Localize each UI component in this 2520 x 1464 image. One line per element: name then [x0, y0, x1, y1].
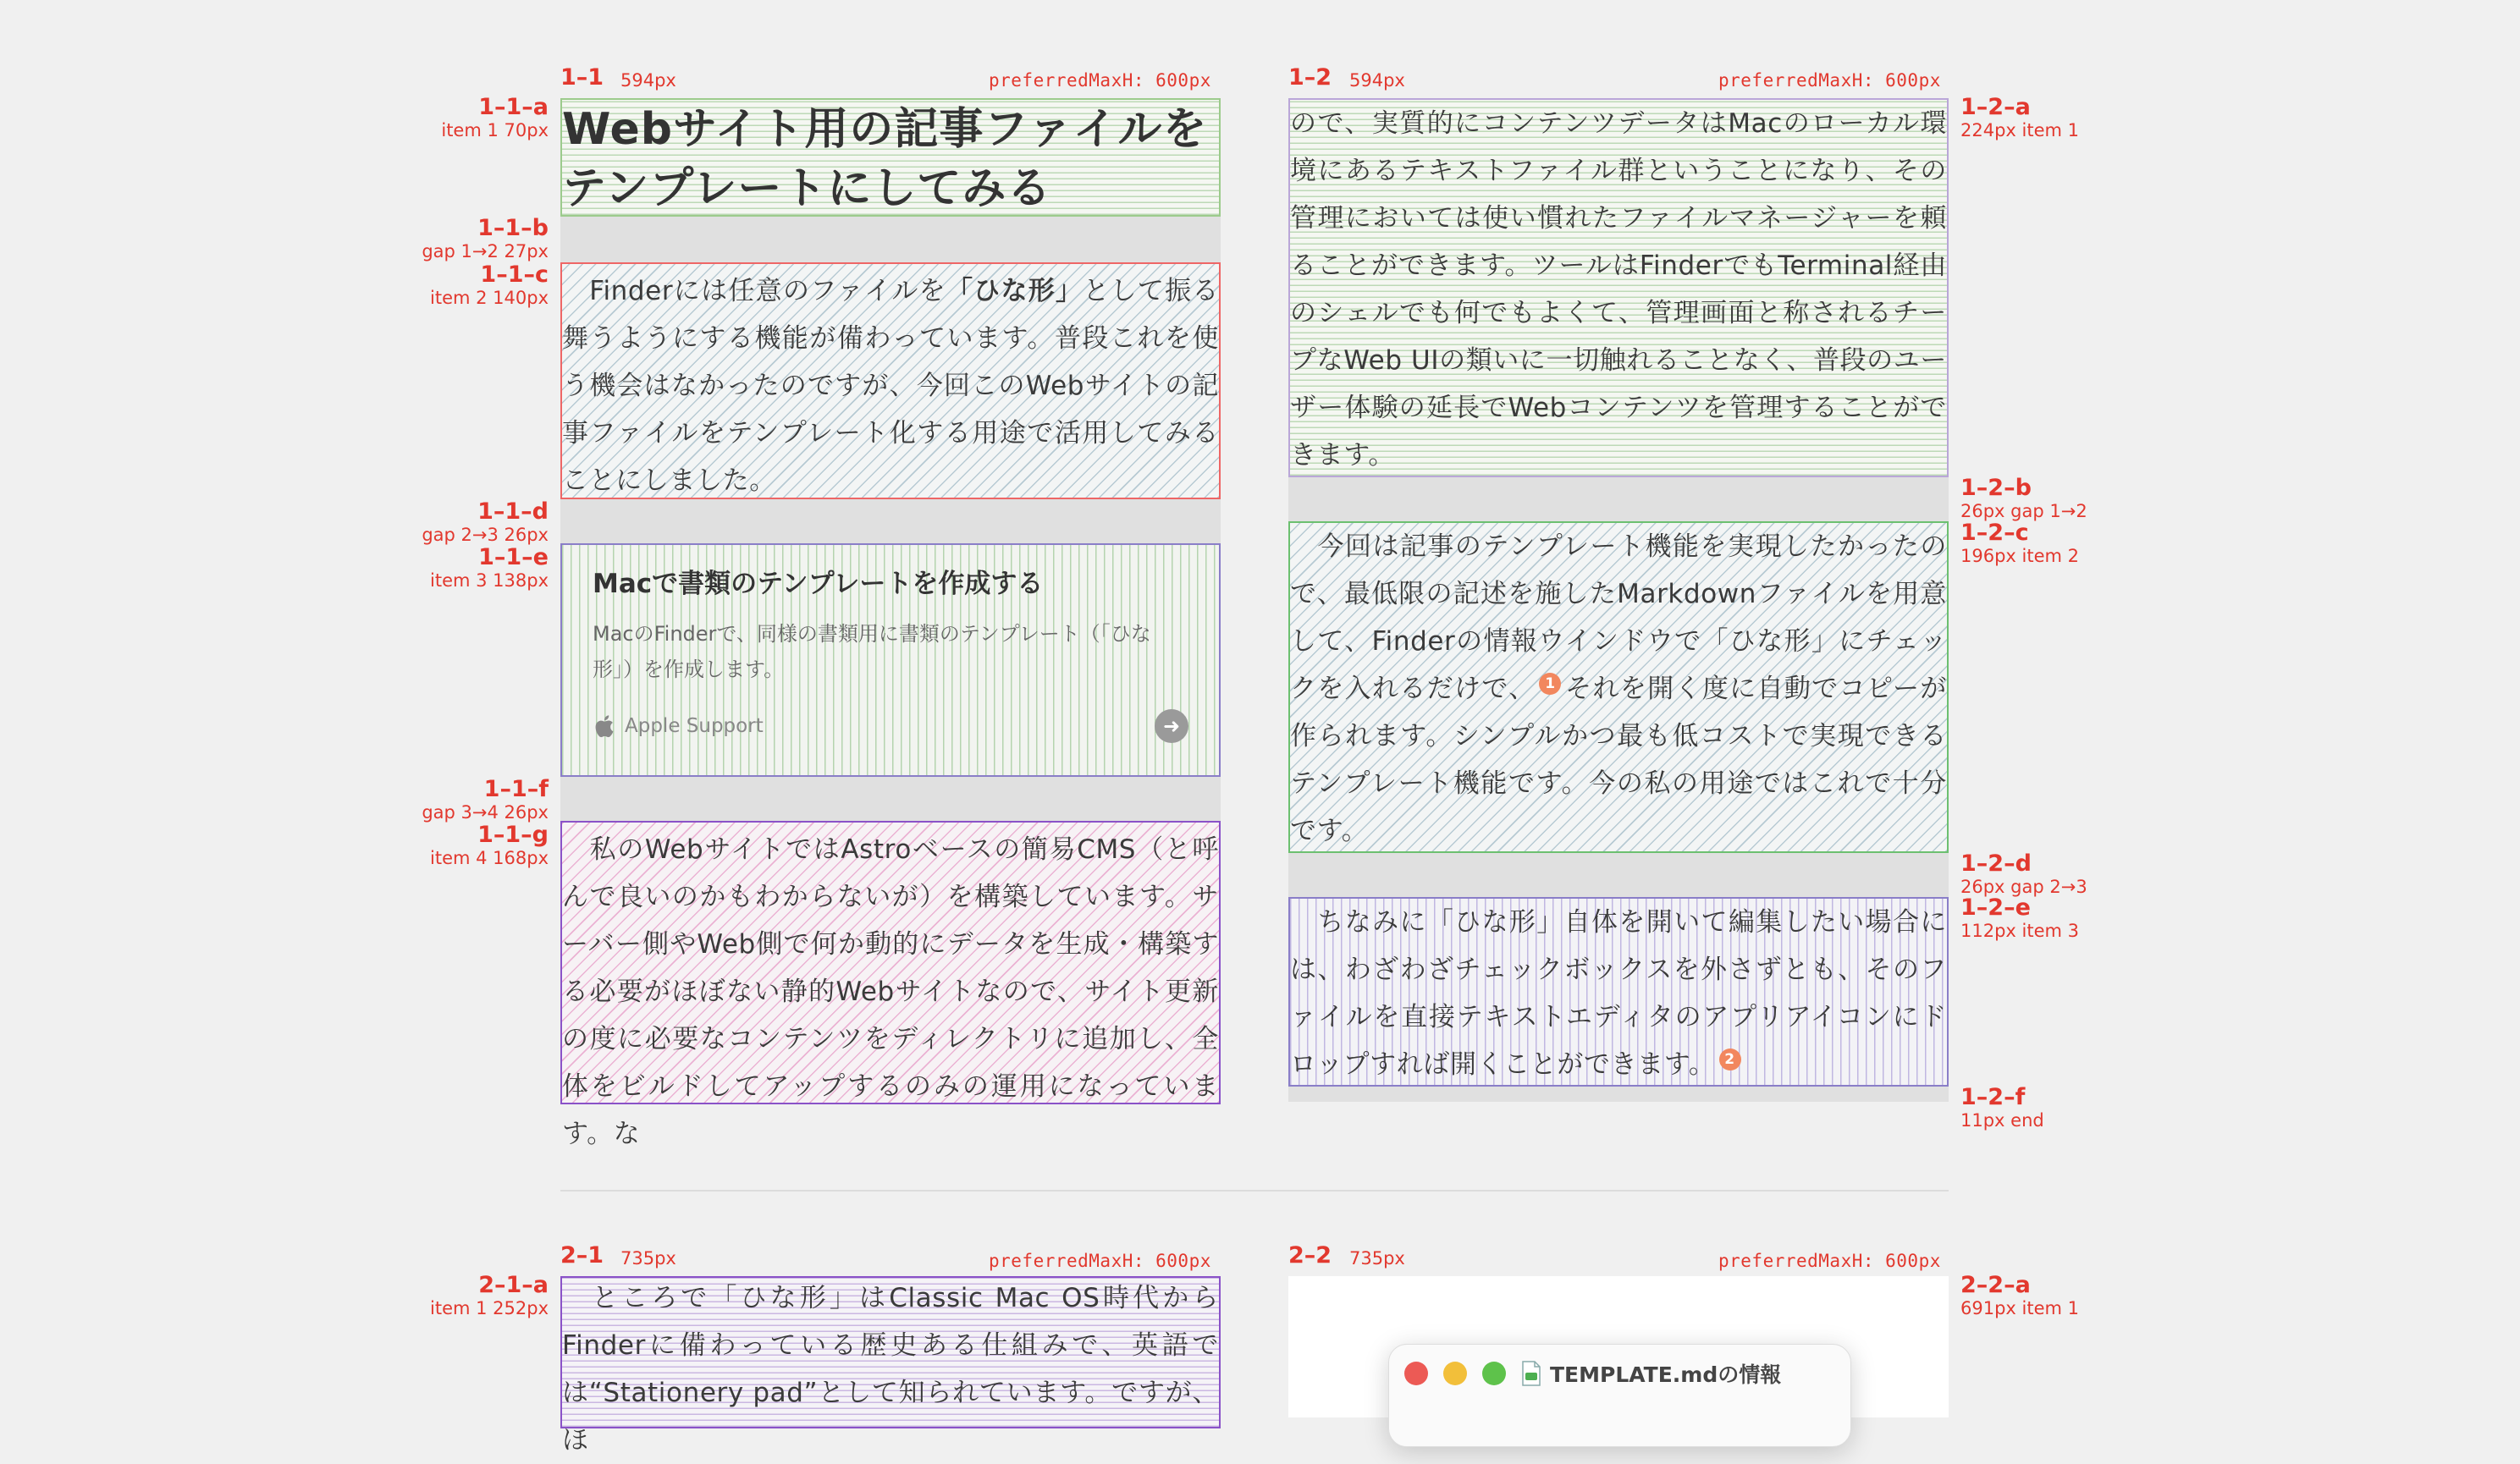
link-card-apple-support[interactable] — [560, 543, 1221, 777]
tag-2-2-a: 2–2–a — [1960, 1272, 2031, 1298]
tag-1-2-c: 1–2–c — [1960, 520, 2029, 546]
column-width-2-1: 735px — [620, 1248, 676, 1269]
tag-2-2-a-sub: 691px item 1 — [1960, 1298, 2079, 1318]
tag-2-1-a-sub: item 1 252px — [430, 1298, 549, 1318]
column-width-2-2: 735px — [1349, 1248, 1405, 1269]
column-label-1-2: 1–2 — [1288, 64, 1332, 91]
item-paragraph-template — [1288, 521, 1949, 853]
item-title — [560, 98, 1221, 217]
footnote-badge-2[interactable]: 2 — [1719, 1048, 1741, 1070]
item-paragraph-1 — [560, 262, 1221, 499]
card-source — [593, 713, 764, 739]
tag-1-1-d: 1–1–d — [477, 498, 549, 525]
column-2-1 — [560, 1276, 1221, 1456]
paragraph-drop: ちなみに「ひな形」自体を開いて編集したい場合には、わざわざチェックボックスを外さずとも、そのファイルを直接テキストエディタのアプリアイコンにドロップすれば開くことができます。 2 — [1290, 907, 1947, 1080]
tag-1-1-f-sub: gap 3→4 26px — [422, 802, 549, 823]
markdown-file-icon — [1521, 1361, 1541, 1386]
arrow-right-icon[interactable]: ➜ — [1155, 709, 1188, 743]
tag-1-2-c-sub: 196px item 2 — [1960, 546, 2079, 566]
paragraph-finder: Finderには任意のファイルを「ひな形」として振る舞うようにする機能が備わっています。普段これを使う機会はなかったのですが、今回このWebサイトの記事ファイルをテンプレート化する用途で活用してみることにしました。 — [562, 276, 1220, 496]
apple-icon — [593, 713, 615, 739]
tag-1-1-c-sub: item 2 140px — [430, 288, 549, 308]
gap-1-2-col2 — [1288, 477, 1949, 521]
item-paragraph-local — [1288, 98, 1949, 477]
card-source-label: Apple Support — [625, 715, 764, 737]
gap-3-4 — [560, 777, 1221, 821]
tag-1-2-e-sub: 112px item 3 — [1960, 921, 2079, 941]
tag-1-1-e: 1–1–e — [478, 544, 549, 570]
tag-1-1-b: 1–1–b — [477, 215, 549, 241]
item-paragraph-2 — [560, 821, 1221, 1149]
tag-1-1-a: 1–1–a — [478, 94, 549, 120]
column-max-2-1: preferredMaxH: 600px — [989, 1251, 1211, 1271]
tag-1-2-e: 1–2–e — [1960, 894, 2031, 921]
tag-1-2-b: 1–2–b — [1960, 475, 2032, 501]
tag-1-1-g-sub: item 4 168px — [430, 848, 549, 868]
zoom-button[interactable] — [1482, 1362, 1506, 1385]
card-title: Macで書類のテンプレートを作成する — [593, 569, 1044, 599]
tag-1-2-f-sub: 11px end — [1960, 1110, 2044, 1131]
tag-1-2-a-sub: 224px item 1 — [1960, 120, 2079, 140]
tag-1-1-b-sub: gap 1→2 27px — [422, 241, 549, 261]
tag-1-1-c: 1–1–c — [480, 261, 549, 288]
column-width-1-1: 594px — [620, 70, 676, 91]
close-button[interactable] — [1404, 1362, 1428, 1385]
item-paragraph-stationery — [560, 1276, 1221, 1456]
paragraph-local-files: ので、実質的にコンテンツデータはMacのローカル環境にあるテキストファイル群ということになり、その管理においては使い慣れたファイルマネージャーを頼ることができます。ツールはFinderでもTerminal経由のシェルでも何でもよくて、管理画面と称されるチープなWeb UIの類いに一切触れることなく、普段のユーザー体験の延長でWebコンテンツを管理することができます。 — [1290, 108, 1947, 471]
tag-1-2-f: 1–2–f — [1960, 1084, 2026, 1110]
tag-1-2-d-sub: 26px gap 2→3 — [1960, 877, 2087, 897]
column-1-2 — [1288, 98, 1949, 1102]
card-description: MacのFinderで、同様の書類用に書類のテンプレート（「ひな形」）を作成します。 — [593, 622, 1151, 681]
window-title: TEMPLATE.mdの情報 — [1521, 1358, 1781, 1389]
column-max-1-1: preferredMaxH: 600px — [989, 70, 1211, 91]
paragraph-template: 今回は記事のテンプレート機能を実現したかったので、最低限の記述を施したMarkdownファイルを用意して、Finderの情報ウインドウで「ひな形」にチェックを入れるだけで、 1 それを開く度に自動でコピーが作られます。シンプルかつ最も低コストで実現できるテンプレート機能です。今の私の用途ではこれで十分です。 — [1290, 531, 1947, 846]
paragraph-astro: 私のWebサイトではAstroベースの簡易CMS（と呼んで良いのかもわからないが）を構築しています。サーバー側やWeb側で何か動的にデータを生成・構築する必要がほぼない静的Webサイトなので、サイト更新の度に必要なコンテンツをディレクトリに追加し、全体をビルドしてアップするのみの運用になっています。な — [562, 834, 1219, 1149]
footnote-badge-1[interactable]: 1 — [1539, 673, 1561, 695]
window-titlebar — [1389, 1345, 1850, 1402]
gap-2-3 — [560, 499, 1221, 543]
tag-1-2-a: 1–2–a — [1960, 94, 2031, 120]
tag-1-1-g: 1–1–g — [477, 822, 549, 848]
tag-1-1-a-sub: item 1 70px — [441, 120, 549, 140]
column-1-1 — [560, 98, 1221, 1149]
column-width-1-2: 594px — [1349, 70, 1405, 91]
column-label-2-1: 2–1 — [560, 1242, 604, 1269]
column-max-2-2: preferredMaxH: 600px — [1718, 1251, 1941, 1271]
info-window[interactable] — [1388, 1344, 1851, 1447]
tag-1-2-d: 1–2–d — [1960, 850, 2032, 877]
article-title: Webサイト用の記事ファイルをテンプレートにしてみる — [562, 104, 1208, 214]
tag-1-1-d-sub: gap 2→3 26px — [422, 525, 549, 545]
row-divider — [560, 1190, 1949, 1192]
tag-2-1-a: 2–1–a — [478, 1272, 549, 1298]
minimize-button[interactable] — [1443, 1362, 1467, 1385]
gap-1-2 — [560, 217, 1221, 262]
tag-1-1-f: 1–1–f — [483, 776, 549, 802]
paragraph-stationery: ところで「ひな形」はClassic Mac OS時代からFinderに備わっている歴史ある仕組みで、英語では“Stationery pad”として知られています。ですが、ほ — [562, 1283, 1219, 1456]
item-paragraph-drop — [1288, 897, 1949, 1087]
gap-2-3-col2 — [1288, 853, 1949, 897]
tag-1-1-e-sub: item 3 138px — [430, 570, 549, 591]
tag-1-2-b-sub: 26px gap 1→2 — [1960, 501, 2087, 521]
card-footer — [593, 709, 1188, 743]
column-max-1-2: preferredMaxH: 600px — [1718, 70, 1941, 91]
column-label-2-2: 2–2 — [1288, 1242, 1332, 1269]
column-label-1-1: 1–1 — [560, 64, 604, 91]
end-gap — [1288, 1087, 1949, 1102]
